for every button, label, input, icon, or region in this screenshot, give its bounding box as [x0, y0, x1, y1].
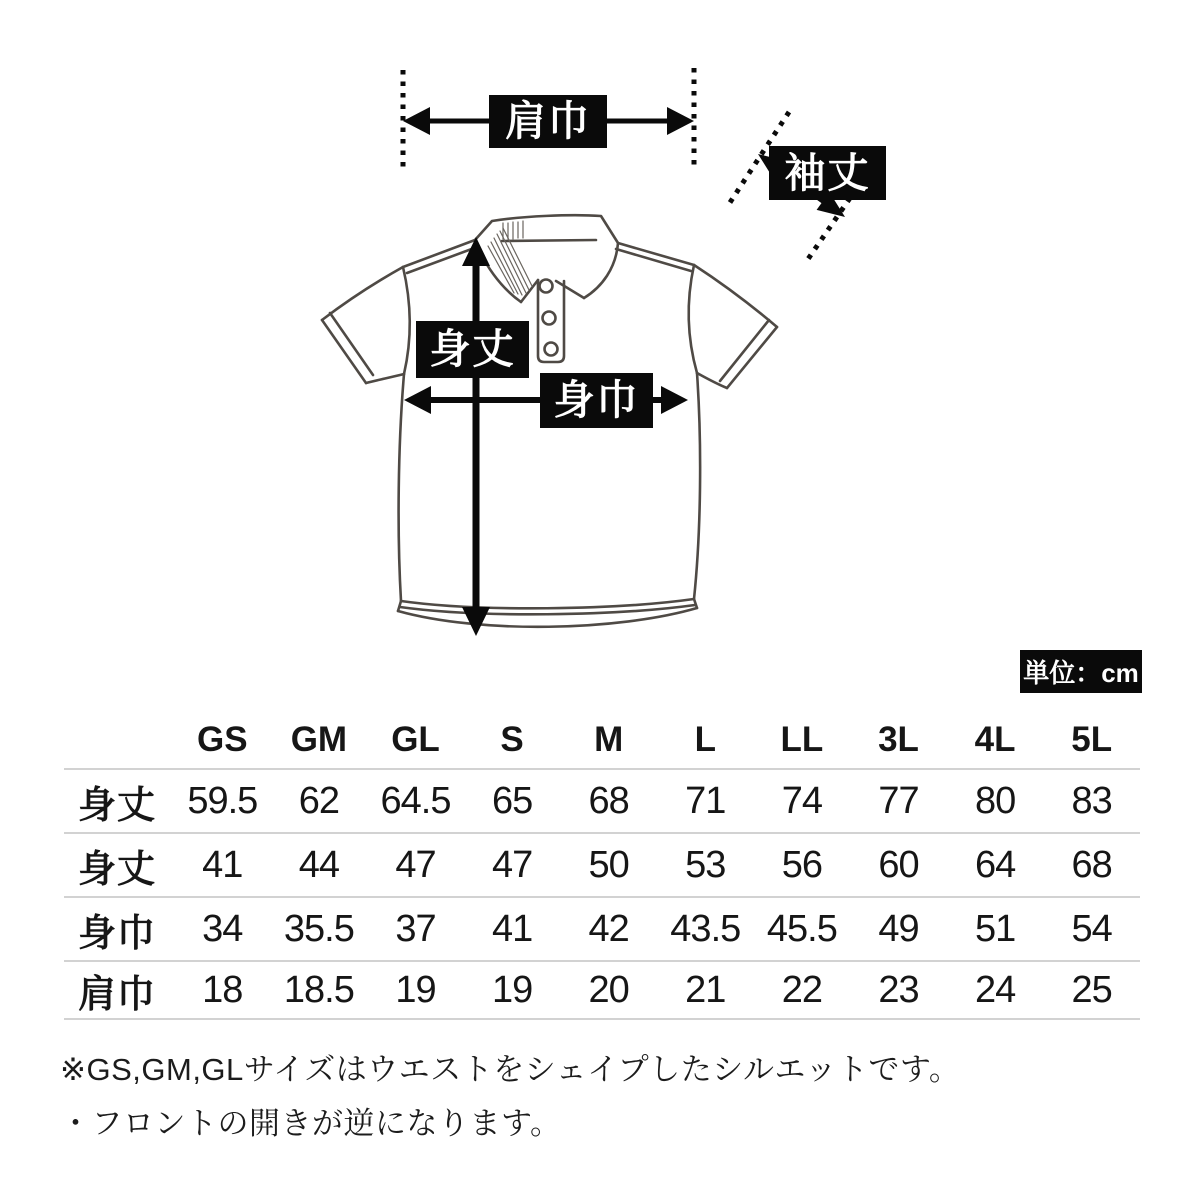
size-value-cell: 47 [491, 843, 533, 886]
size-value-cell: 18 [202, 968, 243, 1011]
size-column-header: GM [290, 720, 348, 759]
size-value-cell: 71 [685, 779, 726, 822]
size-column-header: 5L [1071, 720, 1113, 759]
footnote-front-opening: ・フロントの開きが逆になります。 [60, 1106, 562, 1141]
shoulder-width-label: 肩巾 [489, 95, 607, 148]
size-value-cell: 25 [1071, 968, 1112, 1011]
size-value-cell: 49 [878, 907, 919, 950]
size-value-cell: 77 [878, 779, 919, 822]
size-value-cell: 83 [1071, 779, 1112, 822]
body-width-label: 身巾 [540, 373, 653, 428]
size-value-cell: 20 [588, 968, 629, 1011]
size-value-cell: 64.5 [380, 779, 451, 822]
size-table [64, 712, 1140, 1020]
size-value-cell: 23 [878, 968, 919, 1011]
size-value-cell: 56 [781, 843, 823, 886]
size-row-label: 肩巾 [78, 973, 157, 1016]
collar-hatching [488, 221, 532, 295]
size-column-header: LL [780, 720, 824, 759]
size-value-cell: 60 [878, 843, 919, 886]
size-value-cell: 47 [395, 843, 436, 886]
size-value-cell: 59.5 [187, 779, 258, 822]
size-column-header: 4L [974, 720, 1016, 759]
size-column-header: GS [197, 720, 248, 759]
size-column-header: M [594, 720, 624, 759]
sleeve-length-label: 袖丈 [769, 146, 886, 200]
size-value-cell: 19 [491, 968, 533, 1011]
size-value-cell: 42 [588, 907, 629, 950]
size-column-header: 3L [878, 720, 919, 759]
size-value-cell: 22 [781, 968, 823, 1011]
size-value-cell: 43.5 [670, 907, 741, 950]
size-value-cell: 19 [395, 968, 436, 1011]
size-row-label: 身丈 [78, 848, 157, 891]
size-value-cell: 18.5 [283, 968, 354, 1011]
size-value-cell: 62 [298, 779, 340, 822]
size-table-row [64, 898, 1140, 962]
size-value-cell: 21 [685, 968, 726, 1011]
size-column-header: L [694, 720, 716, 759]
size-table-row [64, 770, 1140, 834]
size-table-row [64, 962, 1140, 1020]
body-length-dimension [462, 237, 490, 636]
footnote-silhouette: ※GS,GM,GLサイズはウエストをシェイプしたシルエットです。 [60, 1052, 961, 1087]
size-value-cell: 34 [202, 907, 243, 950]
size-value-cell: 41 [491, 907, 533, 950]
size-row-label: 身巾 [78, 912, 157, 955]
size-value-cell: 24 [974, 968, 1016, 1011]
size-value-cell: 53 [685, 843, 726, 886]
size-column-header: GL [391, 720, 440, 759]
unit-badge: 単位：cm [1020, 650, 1142, 693]
size-value-cell: 37 [395, 907, 436, 950]
size-value-cell: 35.5 [283, 907, 354, 950]
size-value-cell: 41 [202, 843, 243, 886]
size-value-cell: 68 [588, 779, 629, 822]
size-value-cell: 80 [974, 779, 1016, 822]
size-table-header-row [64, 712, 1140, 770]
size-value-cell: 50 [588, 843, 629, 886]
size-table-row [64, 834, 1140, 898]
size-value-cell: 44 [298, 843, 340, 886]
size-value-cell: 45.5 [766, 907, 837, 950]
size-column-header: S [500, 720, 524, 759]
size-value-cell: 51 [974, 907, 1016, 950]
size-value-cell: 65 [491, 779, 533, 822]
size-row-label: 身丈 [78, 784, 157, 827]
size-value-cell: 68 [1071, 843, 1112, 886]
size-value-cell: 74 [781, 779, 823, 822]
size-value-cell: 64 [974, 843, 1016, 886]
size-value-cell: 54 [1071, 907, 1112, 950]
body-length-label: 身丈 [416, 321, 529, 378]
